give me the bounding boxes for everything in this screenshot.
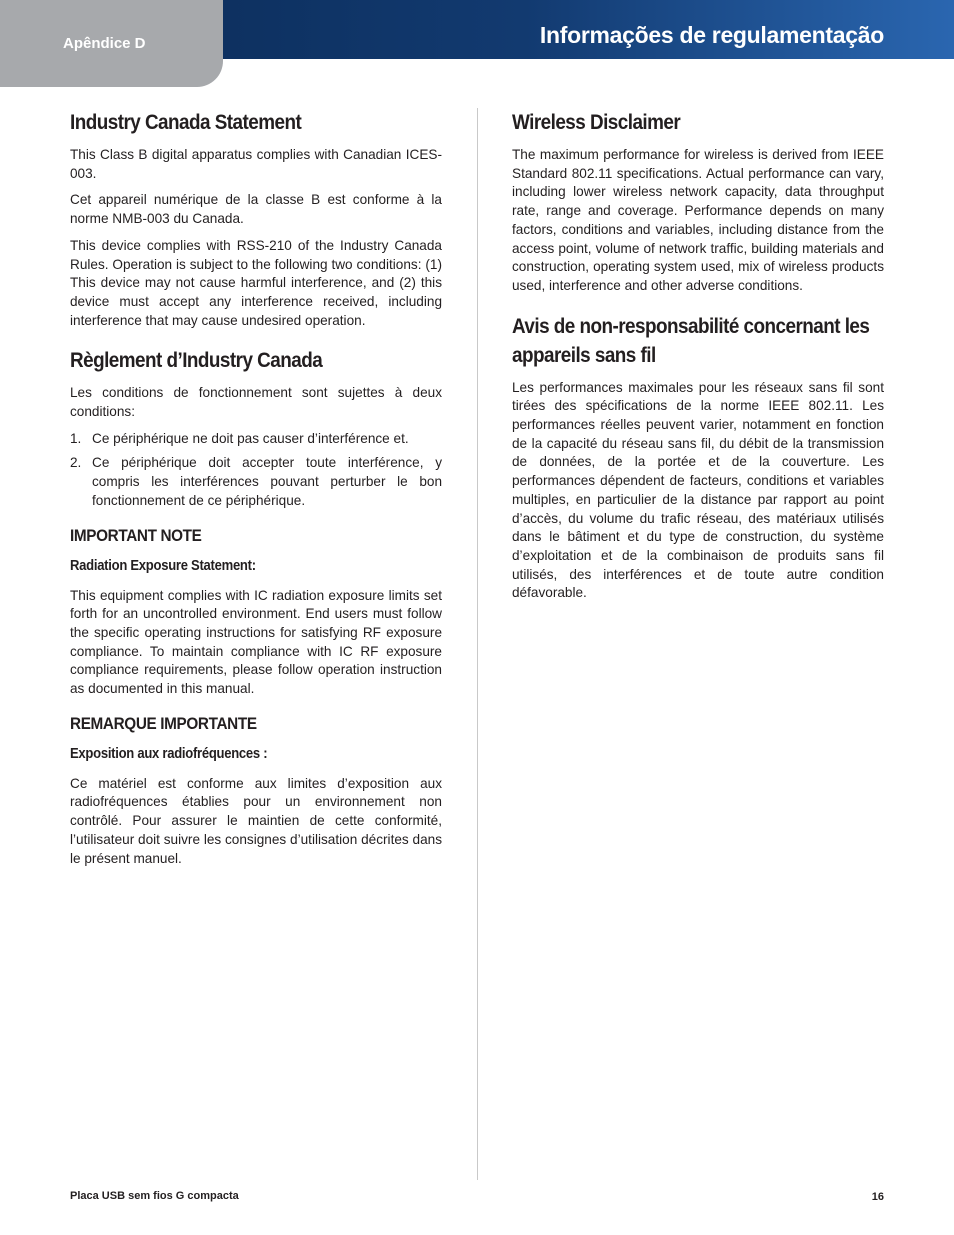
conditions-list [70, 430, 442, 511]
exposition-subheading: Exposition aux radiofréquences : [70, 745, 268, 762]
left-column [70, 108, 442, 876]
paragraph: Cet appareil numérique de la classe B est conforme à la norme NMB-003 du Canada. [70, 192, 442, 227]
list-item [70, 454, 442, 510]
paragraph: This Class B digital apparatus complies with Canadian ICES-003. [70, 147, 442, 181]
paragraph: This equipment complies with IC radiation exposure limits set forth for an uncontrolled environment. End users must follow the specific operating instructions for satisfying RF exposure compliance. To maintain compliance with IC RF exposure compliance requirements, please follow operation instruction as documented in this manual. [70, 587, 442, 697]
appendix-label: Apêndice D [63, 35, 146, 52]
paragraph: Les conditions de fonctionnement sont sujettes à deux conditions: [70, 385, 442, 420]
paragraph: The maximum performance for wireless is derived from IEEE Standard 802.11 specifications. Actual performance can vary, including lower wireless network capacity, data throughput rate, range and coverage. Performance depends on many factors, conditions and variables, including distance from the access point, volume of network traffic, building materials and construction, operating system used, mix of wireless products used, interference and other adverse conditions. [512, 147, 884, 293]
radiation-exposure-subheading: Radiation Exposure Statement: [70, 557, 256, 574]
page-number: 16 [871, 1191, 884, 1203]
important-note-heading: IMPORTANT NOTE [70, 525, 202, 545]
reglement-heading: Règlement d’Industry Canada [70, 349, 323, 373]
paragraph: Les performances maximales pour les réseaux sans fil sont tirées des spécifications de la norme IEEE 802.11. Les performances réelles peuvent varier, notamment en fonction de la capacité du réseau sans fil, du débit de la transmission de données, de la portée et de la couverture. Les performances dépendent de facteurs, conditions et variables multiples, en particulier de la distance par rapport au point d’accès, du volume du trafic réseau, des matériaux utilisés dans le bâtiment et du type de construction, du système d’exploitation et de la combinaison de produits sans fil utilisés, des interférences et de toute autre condition défavorable. [512, 379, 884, 601]
right-column [512, 108, 884, 611]
list-number: 2. [70, 455, 82, 471]
wireless-disclaimer-heading: Wireless Disclaimer [512, 111, 681, 134]
paragraph: Ce matériel est conforme aux limites d’exposition aux radiofréquences établies pour un environnement non contrôlé. Pour assurer le maintien de cette conformité, l’utilisateur doit suivre les consignes d’utilisation décrites dans le présent manuel. [70, 775, 442, 866]
list-item [70, 430, 442, 449]
remarque-importante-heading: REMARQUE IMPORTANTE [70, 713, 257, 733]
appendix-tab [0, 0, 223, 87]
avis-heading: Avis de non-responsabilité concernant les appareils sans fil [512, 314, 870, 367]
list-text: Ce périphérique ne doit pas causer d’interférence et. [92, 430, 409, 446]
paragraph: This device complies with RSS-210 of the Industry Canada Rules. Operation is subject to the following two conditions: (1) This device may not cause harmful interference, and (2) this device must accept any interference received, including interference that may cause undesired operation. [70, 237, 442, 328]
list-number: 1. [70, 430, 82, 446]
list-text: Ce périphérique doit accepter toute interférence, y compris les interférences pouvant perturber le bon fonctionnement de ce périphérique. [92, 455, 442, 508]
page-title: Informações de regulamentação [539, 22, 884, 48]
footer-product: Placa USB sem fios G compacta [70, 1190, 239, 1202]
industry-canada-heading: Industry Canada Statement [70, 111, 302, 134]
column-divider [477, 108, 478, 1180]
